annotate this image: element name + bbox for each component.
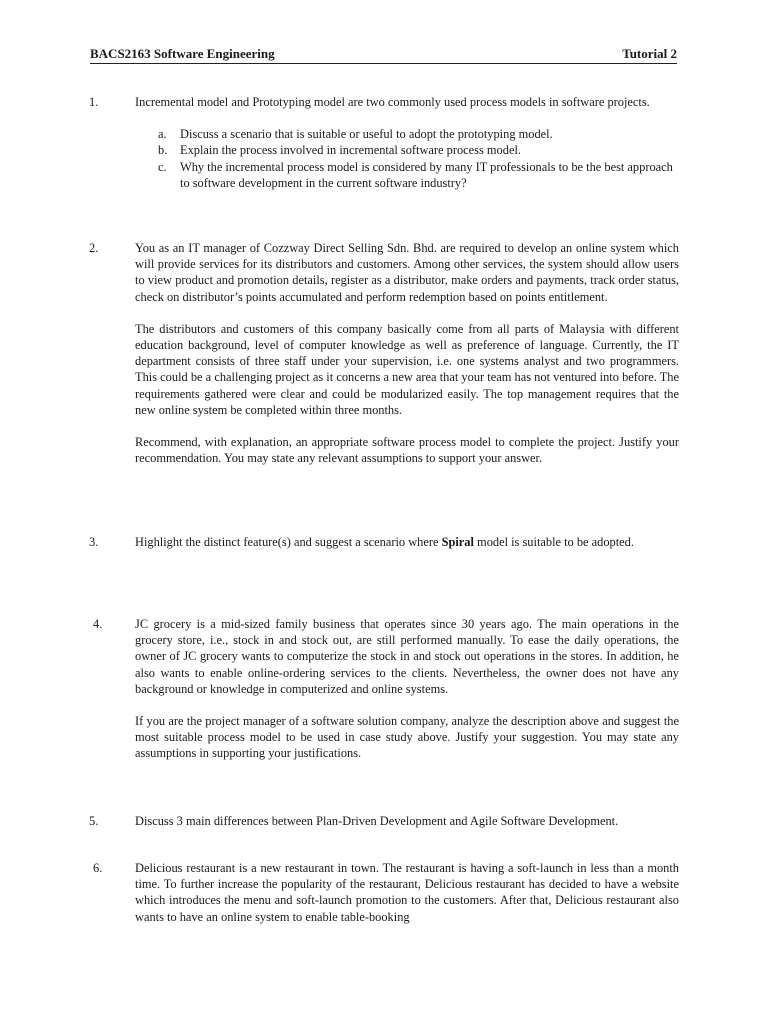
question-text [135, 534, 679, 550]
subquestion-list [135, 126, 679, 191]
page-header [90, 46, 677, 64]
question-text-end: model is suitable to be adopted. [473, 535, 634, 549]
question-number: 4. [93, 617, 103, 631]
question-number: 2. [89, 241, 99, 255]
subquestion-label: a. [158, 127, 167, 142]
question-number: 1. [89, 95, 99, 109]
question-text: Delicious restaurant is a new restaurant in town. The restaurant is having a soft-launch in less than a month time. To further increase the popularity of the restaurant, Delicious restaurant has decided to have a website which introduces the menu and soft-launch promotion to the customers. After that, Delicious restaurant also wants to have an online system to enable table-booking [135, 861, 679, 924]
subquestion-text: Discuss a scenario that is suitable or useful to adopt the prototyping model. [180, 127, 553, 142]
question-paragraph: If you are the project manager of a software solution company, analyze the description above and suggest the most suitable process model to be used in case study above. Justify your suggestion. You may state any assumptions in supporting your justifications. [135, 714, 679, 761]
question-1 [89, 94, 679, 191]
spiral-keyword: Spiral [441, 535, 474, 549]
question-4 [89, 616, 679, 762]
question-5 [89, 813, 679, 829]
question-number: 3. [89, 535, 99, 549]
question-3 [89, 534, 679, 550]
question-2 [89, 240, 679, 466]
subquestion-text: Explain the process involved in incremental software process model. [180, 143, 521, 158]
subquestion-label: b. [158, 143, 168, 158]
question-text: Incremental model and Prototyping model are two commonly used process models in software projects. [135, 95, 650, 109]
question-text: Discuss 3 main differences between Plan-Driven Development and Agile Software Development. [135, 814, 619, 828]
course-title: BACS2163 Software Engineering [90, 46, 275, 61]
question-paragraph: JC grocery is a mid-sized family business that operates since 30 years ago. The main operations in the grocery store, i.e., stock in and stock out, are still performed manually. To ease the daily operations, the owner of JC grocery wants to computerize the stock in and stock out operations in the stores. In addition, he also wants to enable online-ordering services to the clients. Nevertheless, the owner does not have any background or knowledge in computerized and online systems. [135, 617, 679, 696]
subquestion-text: Why the incremental process model is considered by many IT professionals to be the best approach to software development in the current software industry? [180, 159, 673, 190]
tutorial-label: Tutorial 2 [622, 46, 677, 61]
question-6 [89, 860, 679, 925]
subquestion-b [135, 142, 679, 158]
question-paragraph: You as an IT manager of Cozzway Direct Selling Sdn. Bhd. are required to develop an online system which will provide services for its distributors and customers. Among other services, the system should allow users to view product and promotion details, register as a distributor, make orders and payments, track order status, check on distributor’s points accumulated and perform redemption based on points entitlement. [135, 241, 679, 304]
subquestion-a [135, 126, 679, 142]
subquestion-c [135, 159, 679, 191]
subquestion-label: c. [158, 159, 167, 174]
question-number: 5. [89, 814, 99, 828]
question-paragraph: The distributors and customers of this company basically come from all parts of Malaysia with different education background, level of computer knowledge as well as preference of language. Currently, the IT department consists of three staff under your supervision, i.e. one systems analyst and two programmers. This could be a challenging project as it concerns a new area that your team has not ventured into before. The requirements gathered were clear and could be modularized easily. The top management requires that the new online system be completed within three months. [135, 321, 679, 417]
question-paragraph: Recommend, with explanation, an appropriate software process model to complete the project. Justify your recommendation. You may state any relevant assumptions to support your answer. [135, 435, 679, 466]
question-text-start: Highlight the distinct feature(s) and suggest a scenario where [135, 535, 442, 549]
question-number: 6. [93, 861, 103, 875]
